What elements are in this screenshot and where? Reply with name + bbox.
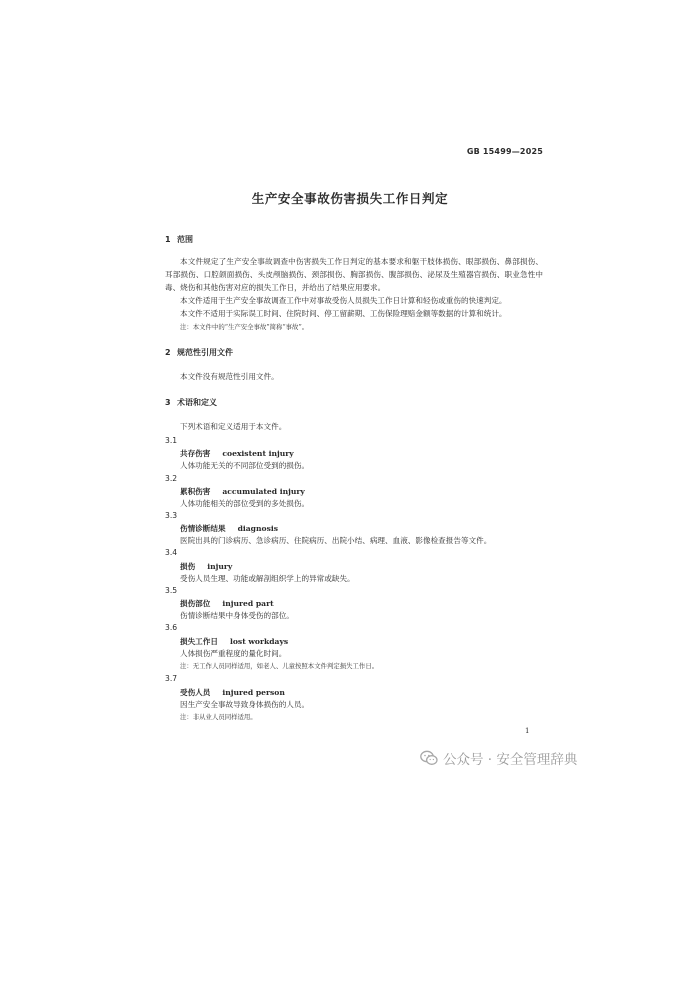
term-zh: 损伤部位: [180, 599, 211, 608]
section-title: 术语和定义: [177, 398, 217, 407]
term-number: 3.1: [165, 436, 178, 445]
term-definition: 人体损伤严重程度的量化时间。: [180, 649, 287, 658]
term-number: 3.6: [165, 623, 178, 632]
term-note: 注：无工作人员同样适用，如老人、儿童按照本文件判定损失工作日。: [180, 662, 379, 670]
term-definition: 人体功能无关的不同部位受到的损伤。: [180, 461, 310, 470]
scope-paragraph-1: 本文件规定了生产安全事故调查中伤害损失工作日判定的基本要求和躯干肢体损伤、眼部损伤、鼻部损伤、耳部损伤、口腔颌面损伤、头皮颅脑损伤、颈部损伤、胸部损伤、腹部损伤、泌尿及生殖器官损伤、职业急性中毒、烧伤和其他伤害对应的损失工作日，并给出了结果应用要求。: [165, 257, 543, 292]
term-zh: 受伤人员: [180, 688, 211, 697]
term-en: accumulated injury: [222, 487, 305, 496]
term-heading: [180, 448, 294, 459]
normative-refs-text: 本文件没有规范性引用文件。: [180, 372, 279, 381]
section-number: 1: [165, 235, 171, 244]
scope-paragraph-2: 本文件适用于生产安全事故调查工作中对事故受伤人员损失工作日计算和轻伤或重伤的快速判定。: [180, 296, 507, 305]
section-1-heading: [165, 234, 193, 245]
term-definition: 伤情诊断结果中身体受伤的部位。: [180, 611, 294, 620]
section-3-heading: [165, 397, 217, 408]
term-heading: [180, 687, 285, 698]
term-definition: 人体功能相关的部位受到的多处损伤。: [180, 499, 310, 508]
page-number: 1: [525, 727, 530, 735]
section-2-heading: [165, 347, 233, 358]
term-number: 3.4: [165, 548, 178, 557]
section-title: 规范性引用文件: [177, 348, 233, 357]
term-en: injured person: [222, 688, 285, 697]
watermark-text: 公众号 · 安全管理辞典: [443, 752, 578, 768]
term-en: coexistent injury: [222, 449, 294, 458]
scope-paragraph-3: 本文件不适用于实际误工时间、住院时间、停工留薪期、工伤保险理赔金额等数据的计算和统计。: [180, 309, 507, 318]
term-heading: [180, 523, 278, 534]
term-number: 3.3: [165, 511, 178, 520]
term-definition: 受伤人员生理、功能或解剖组织学上的异常或缺失。: [180, 574, 355, 583]
wechat-icon: [420, 750, 438, 766]
term-number: 3.5: [165, 586, 178, 595]
term-zh: 共存伤害: [180, 449, 211, 458]
term-heading: [180, 486, 305, 497]
document-title: 生产安全事故伤害损失工作日判定: [251, 191, 449, 206]
term-zh: 损伤: [180, 562, 196, 571]
term-zh: 损失工作日: [180, 637, 218, 646]
term-number: 3.2: [165, 474, 178, 483]
term-en: injury: [207, 562, 233, 571]
term-en: lost workdays: [229, 637, 289, 646]
section-title: 范围: [177, 235, 193, 244]
term-zh: 累积伤害: [180, 487, 211, 496]
term-heading: [180, 561, 232, 572]
term-zh: 伤情诊断结果: [180, 524, 226, 533]
watermark: [420, 748, 577, 768]
term-definition: 因生产安全事故导致身体损伤的人员。: [180, 700, 310, 709]
term-heading: [180, 636, 288, 647]
section-number: 3: [165, 398, 171, 407]
terms-intro: 下列术语和定义适用于本文件。: [180, 422, 287, 431]
term-definition: 医院出具的门诊病历、急诊病历、住院病历、出院小结、病理、血液、影像检查报告等文件。: [180, 536, 492, 545]
section-number: 2: [165, 348, 171, 357]
scope-note: 注：本文件中的“生产安全事故”简称“事故”。: [180, 323, 309, 331]
term-heading: [180, 598, 274, 609]
term-en: diagnosis: [237, 524, 279, 533]
term-note: 注：非从业人员同样适用。: [180, 713, 257, 721]
term-en: injured part: [222, 599, 274, 608]
standard-number: GB 15499—2025: [466, 147, 543, 156]
term-number: 3.7: [165, 674, 178, 683]
